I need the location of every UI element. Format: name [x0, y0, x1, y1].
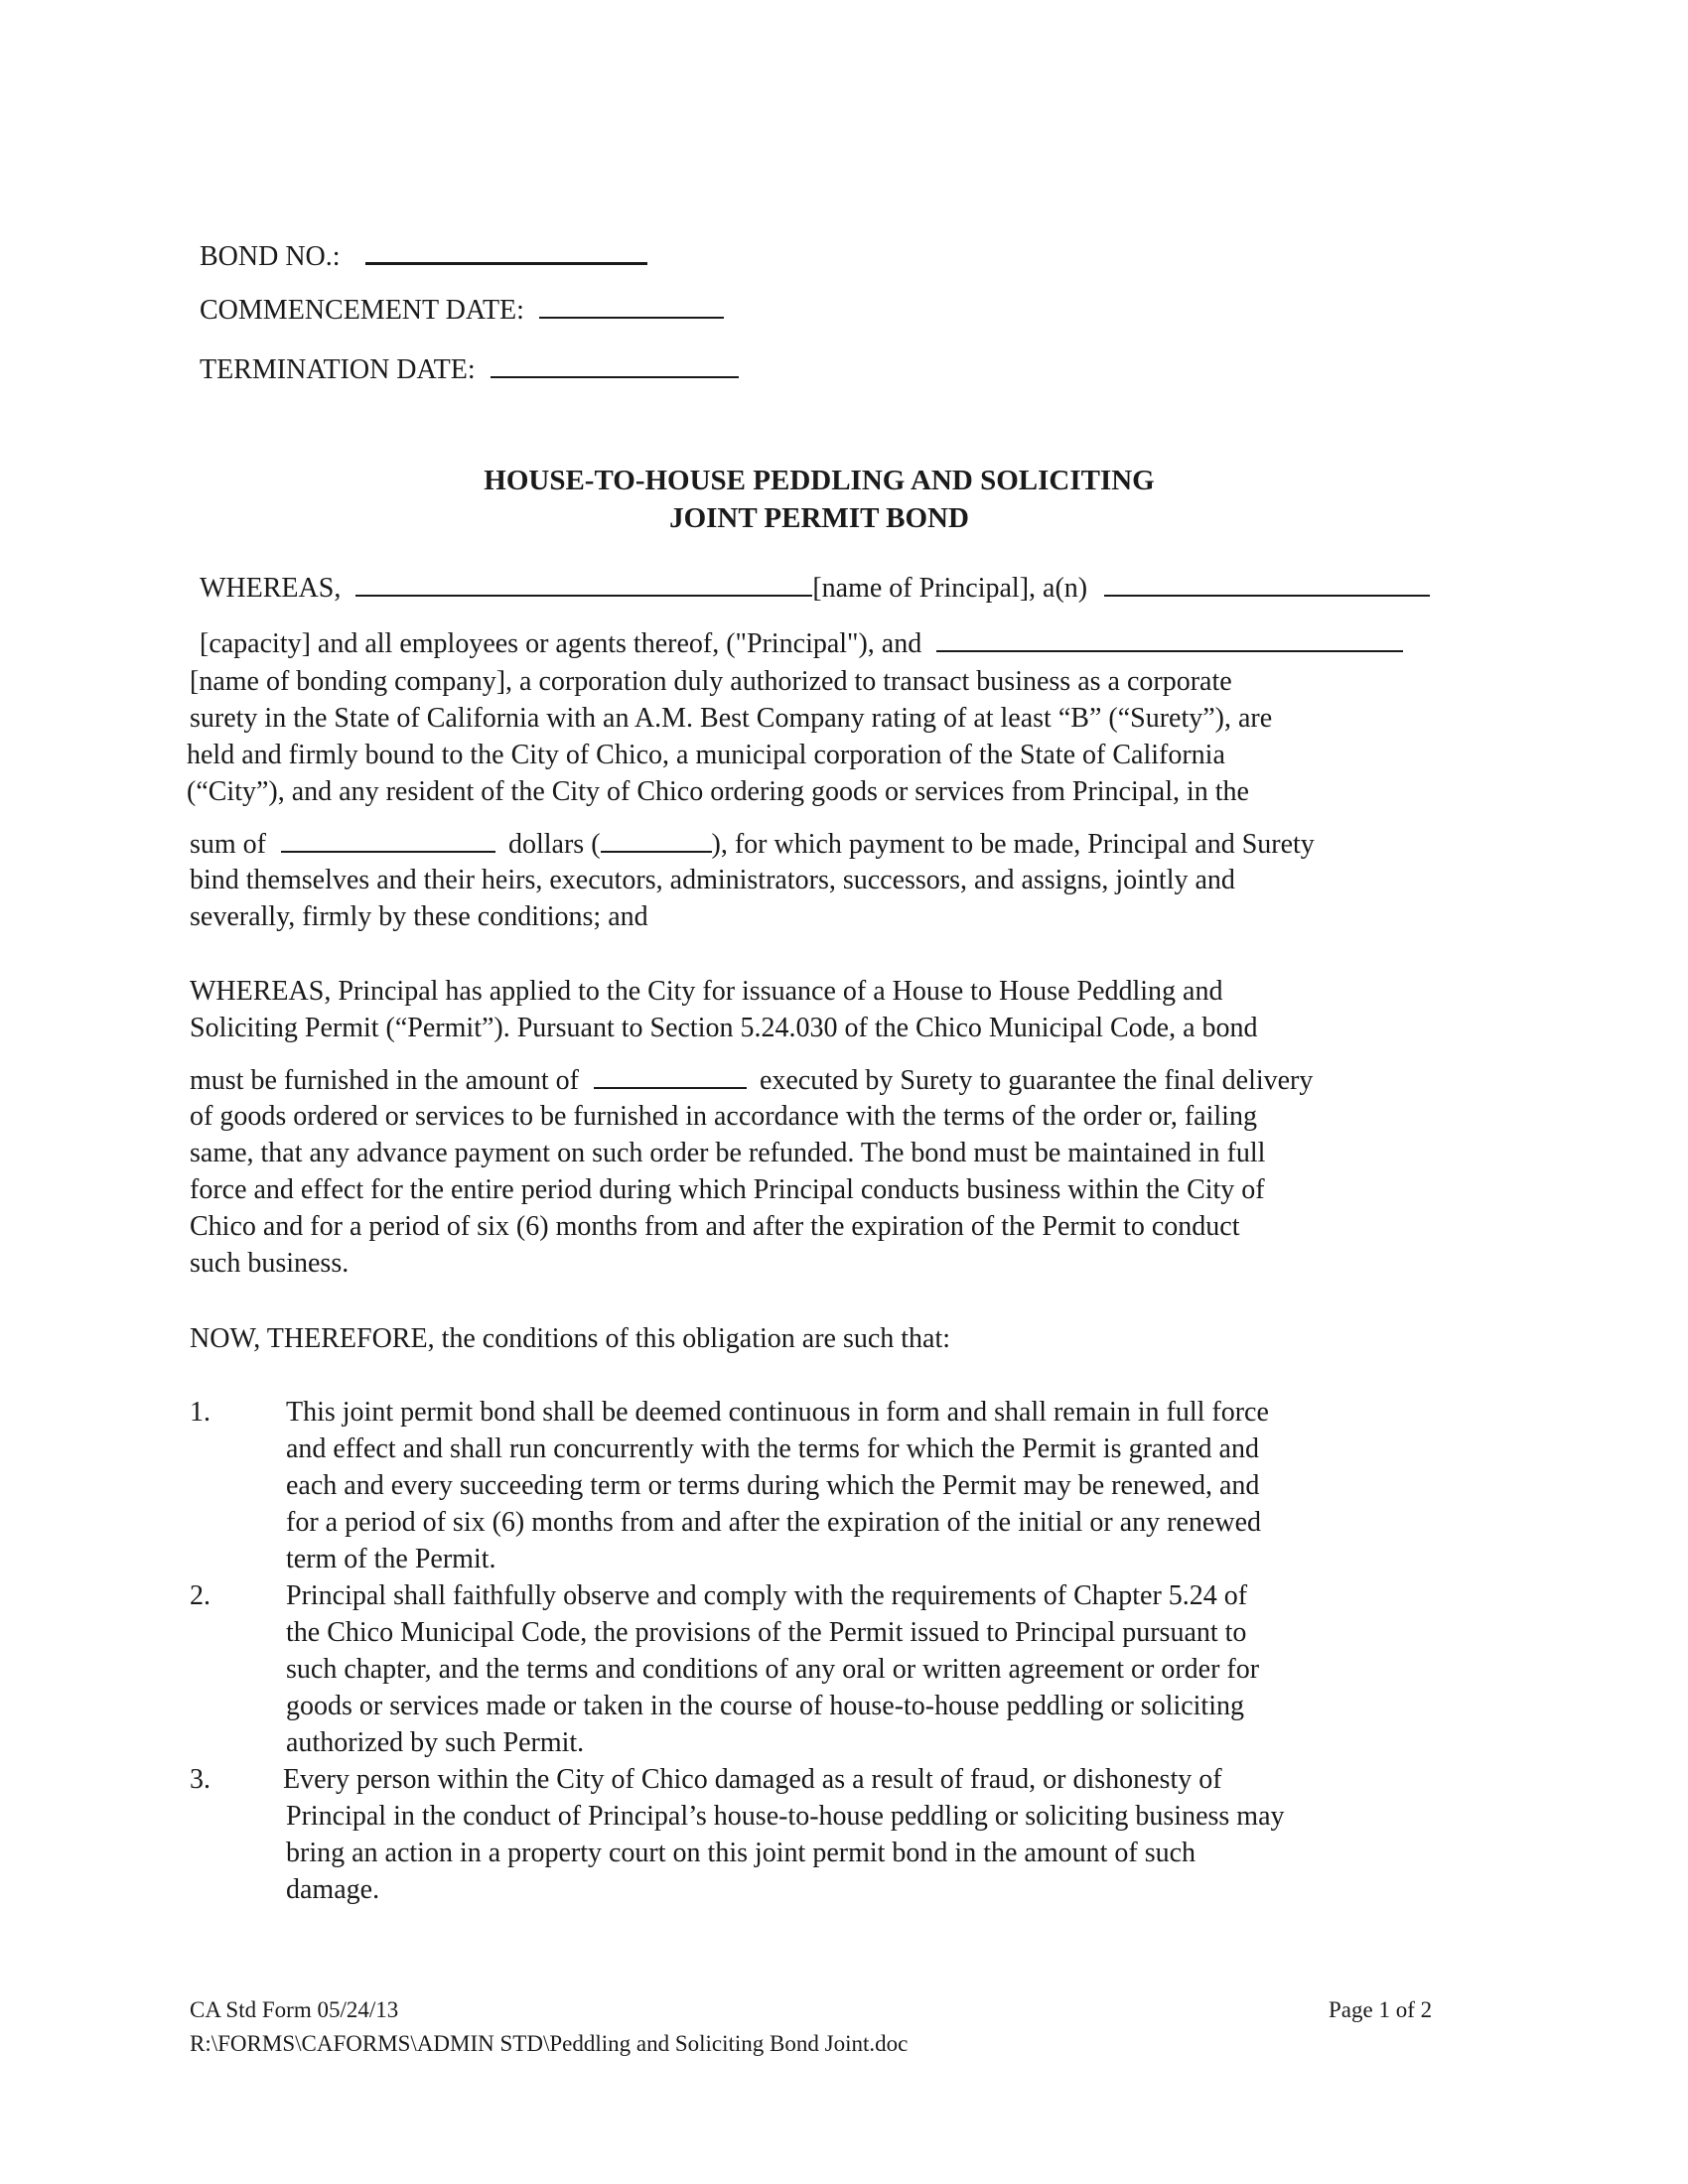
paragraph-line: force and effect for the entire period during which Principal conducts business within the City of: [190, 1174, 1265, 1205]
paragraph-line: held and firmly bound to the City of Chico, a municipal corporation of the State of California: [187, 740, 1225, 770]
paragraph-line: (“City”), and any resident of the City of Chico ordering goods or services from Principal, in the: [187, 776, 1249, 807]
principal-name-field[interactable]: [355, 571, 812, 597]
condition-1: [286, 1394, 1269, 1577]
commencement-date-field[interactable]: [539, 293, 724, 319]
bond-no-row: [200, 238, 647, 275]
whereas1-body: [187, 663, 1273, 810]
amount-rest-text: executed by Surety to guarantee the final delivery: [759, 1065, 1314, 1096]
paragraph-line: severally, firmly by these conditions; and: [190, 901, 648, 932]
condition-line: bring an action in a property court on this joint permit bond in the amount of such: [286, 1838, 1196, 1868]
now-therefore: NOW, THEREFORE, the conditions of this obligation are such that:: [190, 1323, 951, 1354]
document-title-line1: HOUSE-TO-HOUSE PEDDLING AND SOLICITING: [484, 465, 1155, 496]
capacity-text: [capacity] and all employees or agents thereof, ("Principal"), and: [200, 628, 922, 659]
termination-label: TERMINATION DATE:: [200, 354, 476, 385]
condition-3: [283, 1761, 1285, 1908]
whereas1-line2: [200, 625, 1403, 662]
condition-line: Principal shall faithfully observe and comply with the requirements of Chapter 5.24 of: [286, 1580, 1248, 1611]
paragraph-line: of goods ordered or services to be furnished in accordance with the terms of the order or, failing: [190, 1101, 1257, 1132]
condition-line: This joint permit bond shall be deemed continuous in form and shall remain in full force: [286, 1397, 1269, 1428]
paragraph-line: Soliciting Permit (“Permit”). Pursuant to Section 5.24.030 of the Chico Municipal Code, a bond: [190, 1013, 1258, 1043]
condition-line: each and every succeeding term or terms during which the Permit may be renewed, and: [286, 1470, 1260, 1501]
condition-line: goods or services made or taken in the course of house-to-house peddling or soliciting: [286, 1691, 1244, 1721]
sum-of-text: sum of: [190, 829, 266, 860]
paragraph-line: bind themselves and their heirs, executors, administrators, successors, and assigns, jointly and: [190, 865, 1235, 895]
paragraph-line: WHEREAS, Principal has applied to the City for issuance of a House to House Peddling and: [190, 976, 1223, 1007]
paragraph-line: [name of bonding company], a corporation duly authorized to transact business as a corporate: [190, 666, 1232, 697]
bonding-company-field[interactable]: [936, 626, 1403, 652]
condition-line: such chapter, and the terms and conditions of any oral or written agreement or order for: [286, 1654, 1260, 1685]
whereas-lead: WHEREAS,: [200, 573, 342, 604]
commencement-label: COMMENCEMENT DATE:: [200, 295, 524, 326]
capacity-field[interactable]: [1104, 571, 1430, 597]
termination-date-field[interactable]: [491, 352, 739, 378]
condition-2: [286, 1577, 1259, 1761]
amount-lead-text: must be furnished in the amount of: [190, 1065, 579, 1096]
whereas2-body: [190, 973, 1258, 1046]
sum-body: [190, 862, 1235, 935]
sum-words-field[interactable]: [281, 827, 495, 853]
sum-rest-text: ), for which payment to be made, Principal and Surety: [711, 829, 1315, 860]
condition-line: damage.: [286, 1874, 380, 1905]
commencement-row: [200, 292, 724, 329]
principal-hint: [name of Principal], a(n): [812, 573, 1088, 604]
condition-line: the Chico Municipal Code, the provisions of the Permit issued to Principal pursuant to: [286, 1617, 1247, 1648]
paragraph-line: surety in the State of California with an A.M. Best Company rating of at least “B” (“Surety”), are: [190, 703, 1273, 734]
bond-amount-field[interactable]: [594, 1063, 747, 1089]
dollars-text: dollars (: [508, 829, 601, 860]
condition-line: term of the Permit.: [286, 1544, 496, 1574]
bond-no-label: BOND NO.:: [200, 241, 341, 272]
whereas1-line1: [200, 570, 1430, 607]
condition-number: 2.: [190, 1580, 211, 1611]
bond-no-field[interactable]: [365, 238, 647, 265]
condition-line: authorized by such Permit.: [286, 1727, 585, 1758]
termination-row: [200, 351, 739, 388]
condition-line: for a period of six (6) months from and after the expiration of the initial or any renewed: [286, 1507, 1262, 1538]
amount-line1: [190, 1062, 1313, 1099]
condition-line: Every person within the City of Chico damaged as a result of fraud, or dishonesty of: [283, 1764, 1222, 1795]
footer-file-path: R:\FORMS\CAFORMS\ADMIN STD\Peddling and Soliciting Bond Joint.doc: [190, 2031, 909, 2056]
condition-line: Principal in the conduct of Principal’s house-to-house peddling or soliciting business may: [286, 1801, 1285, 1832]
condition-line: and effect and shall run concurrently with the terms for which the Permit is granted and: [286, 1433, 1259, 1464]
document-title-line2: JOINT PERMIT BOND: [669, 502, 969, 534]
paragraph-line: same, that any advance payment on such order be refunded. The bond must be maintained in full: [190, 1138, 1266, 1168]
amount-body: [190, 1098, 1265, 1282]
footer-form-id: CA Std Form 05/24/13: [190, 1997, 399, 2022]
condition-number: 3.: [190, 1764, 211, 1795]
sum-amount-field[interactable]: [601, 827, 712, 853]
paragraph-line: Chico and for a period of six (6) months from and after the expiration of the Permit to conduct: [190, 1211, 1240, 1242]
paragraph-line: such business.: [190, 1248, 350, 1279]
footer-page-number: Page 1 of 2: [1329, 1997, 1433, 2022]
sum-line1: [190, 826, 1315, 863]
condition-number: 1.: [190, 1397, 211, 1428]
